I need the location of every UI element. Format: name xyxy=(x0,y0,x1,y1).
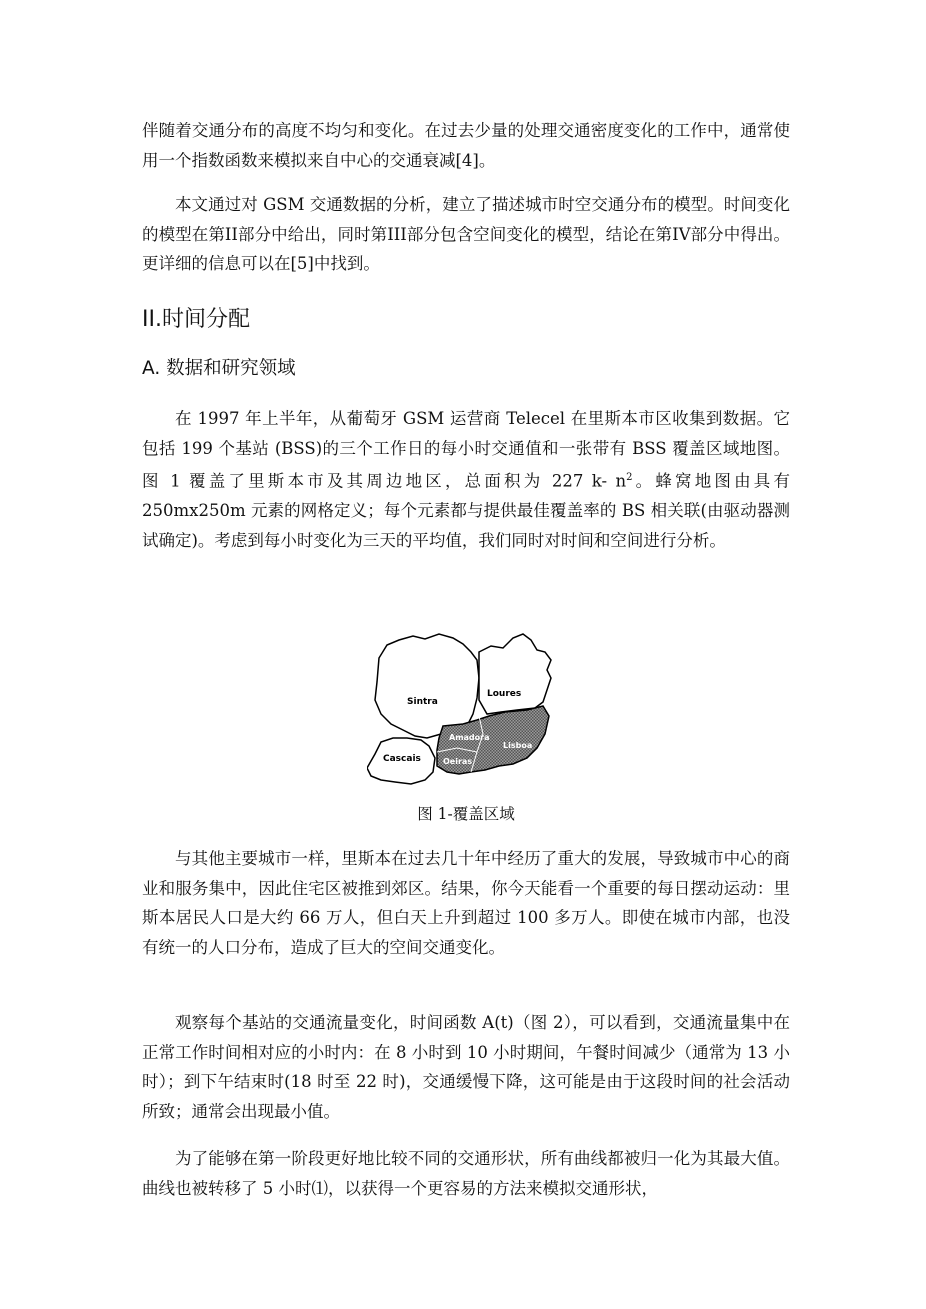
paragraph-6 xyxy=(142,1144,790,1203)
paragraph-text: 为了能够在第一阶段更好地比较不同的交通形状，所有曲线都被归一化为其最大值。曲线也被转移了 5 小时⑴，以获得一个更容易的方法来模拟交通形状， xyxy=(142,1149,790,1198)
coverage-map-figure xyxy=(367,630,567,790)
figure-caption: 图 1-覆盖区域 xyxy=(417,805,515,823)
map-region-sintra xyxy=(375,634,479,738)
paragraph-text: 伴随着交通分布的高度不均匀和变化。在过去少量的处理交通密度变化的工作中，通常使用一个指数函数来模拟来自中心的交通衰减[4]。 xyxy=(142,121,790,170)
paragraph-5 xyxy=(142,1008,790,1126)
paragraph-text: 观察每个基站的交通流量变化，时间函数 A(t)（图 2），可以看到，交通流量集中在正常工作时间相对应的小时内：在 8 小时到 10 小时期间，午餐时间减少（通常为 13 小时）；到下午结束时(18 时至 22 时)，交通缓慢下降，这可能是由于这段时间的社会活动所致；通常会出现最小值。 xyxy=(142,1013,790,1121)
map-label-amadora: Amadora xyxy=(449,733,490,742)
paragraph-3 xyxy=(142,404,790,555)
paragraph-text xyxy=(142,404,790,555)
paragraph-text: 与其他主要城市一样，里斯本在过去几十年中经历了重大的发展，导致城市中心的商业和服务集中，因此住宅区被推到郊区。结果，你今天能看一个重要的每日摆动运动：里斯本居民人口是大约 66 万人，但白天上升到超过 100 多万人。即使在城市内部，也没有统一的人口分布，造成了巨大的空间交通变化。 xyxy=(142,849,790,957)
map-label-cascais: Cascais xyxy=(383,754,421,764)
subsection-heading: A. 数据和研究领域 xyxy=(142,358,296,379)
section-heading: II.时间分配 xyxy=(142,307,250,332)
paragraph-text-a: 在 1997 年上半年，从葡萄牙 GSM 运营商 Telecel 在里斯本市区收集到数据。它包括 199 个基站 (BSS)的三个工作日的每小时交通值和一张带有 BSS 覆盖区域地图。图 1 覆盖了里斯本市及其周边地区，总面积为 227 k- n xyxy=(142,409,790,491)
paragraph-4 xyxy=(142,844,790,962)
paragraph-2 xyxy=(142,190,790,279)
map-label-lisboa: Lisboa xyxy=(503,741,533,750)
paragraph-text-b: 。蜂窝地图由具有 250mx250m 元素的网格定义；每个元素都与提供最佳覆盖率的 BS 相关联(由驱动器测试确定)。考虑到每小时变化为三天的平均值，我们同时对时间和空间进行分析。 xyxy=(142,471,790,550)
paragraph-1 xyxy=(142,116,790,175)
map-label-loures: Loures xyxy=(487,689,522,699)
map-label-oeiras: Oeiras xyxy=(443,757,473,766)
superscript: 2 xyxy=(626,472,633,483)
paragraph-text: 本文通过对 GSM 交通数据的分析，建立了描述城市时空交通分布的模型。时间变化的模型在第II部分中给出，同时第III部分包含空间变化的模型，结论在第IV部分中得出。更详细的信息可以在[5]中找到。 xyxy=(142,195,790,273)
coverage-map xyxy=(367,630,567,790)
map-region-loures xyxy=(479,634,551,714)
map-label-sintra: Sintra xyxy=(407,697,438,707)
